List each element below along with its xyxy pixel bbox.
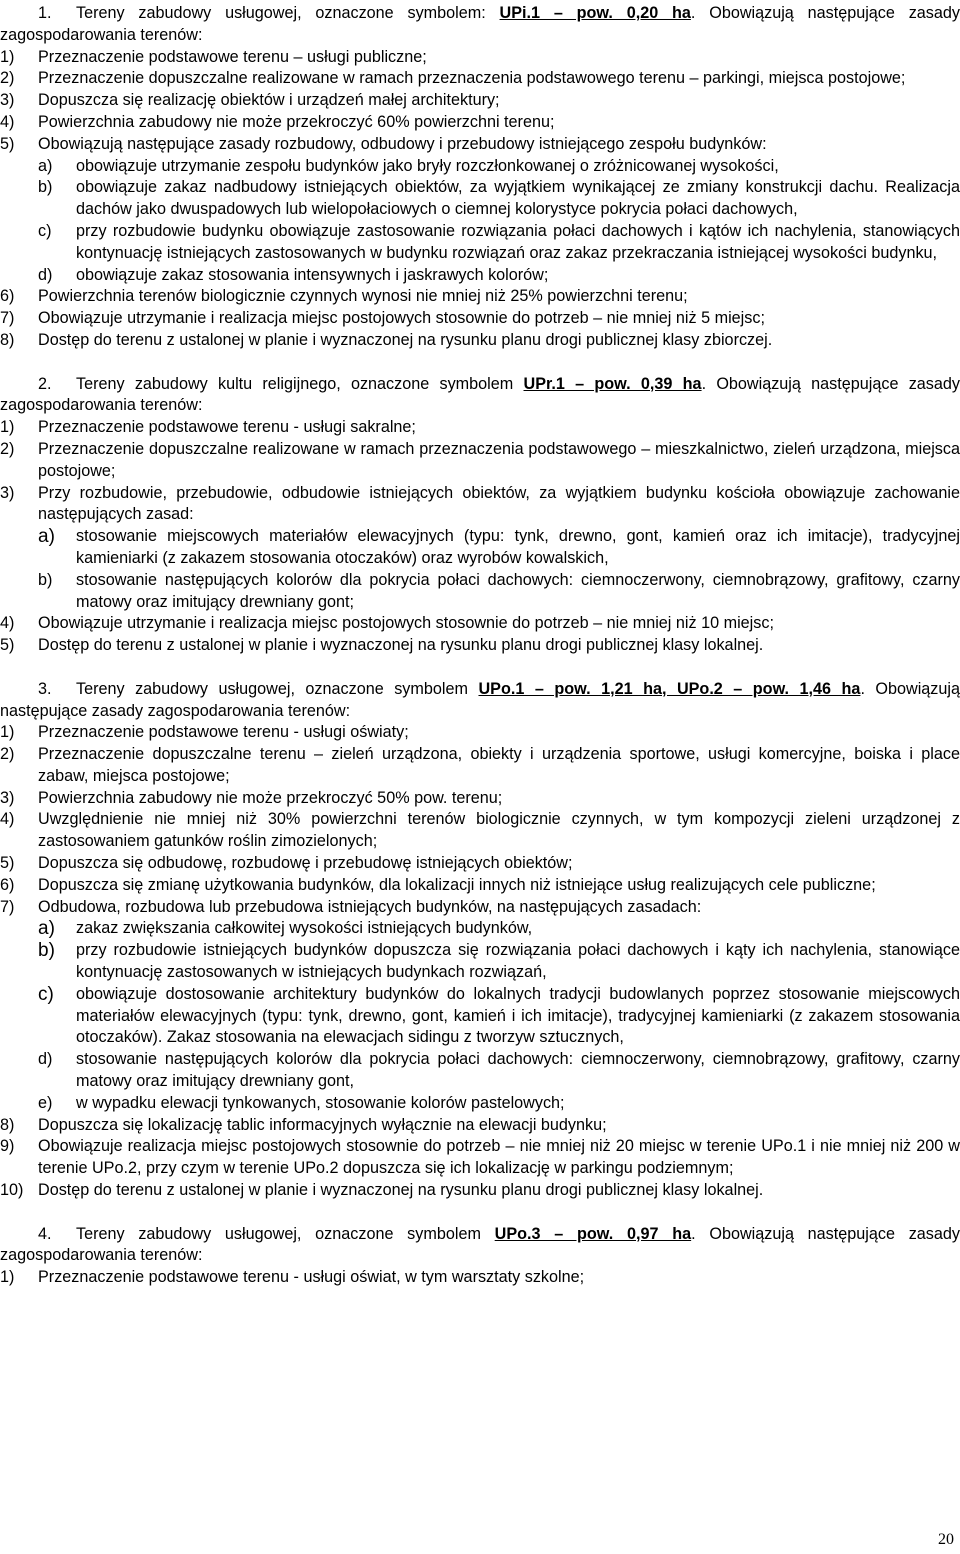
area-symbol: UPo.1 – pow. 1,21 ha, UPo.2 – pow. 1,46 ha bbox=[478, 679, 861, 698]
section-heading-tail: . Obowiązują następujące zasady zagospodarowania terenów: bbox=[0, 374, 960, 415]
list-item-number: 5) bbox=[0, 636, 15, 655]
list-item bbox=[0, 483, 960, 527]
list-item-number: 5) bbox=[0, 854, 15, 873]
sub-list-item-letter: c) bbox=[38, 221, 52, 240]
list-item-number: 1) bbox=[0, 1268, 15, 1287]
section-heading-tail: . Obowiązują następujące zasady zagospodarowania terenów: bbox=[0, 1224, 960, 1265]
list-item bbox=[0, 1267, 960, 1289]
list-item bbox=[0, 1136, 960, 1180]
section-heading bbox=[0, 679, 960, 723]
list-item-text: Obowiązuje realizacja miejsc postojowych stosownie do potrzeb – nie mniej niż 20 miejsc w terenie UPo.1 i nie mniej niż 200 w terenie UPo.2, przy czym w terenie UPo.2 dopuszcza się ich lokalizację w parkingu podziemnym; bbox=[38, 1137, 960, 1178]
sub-list-item bbox=[0, 984, 960, 1049]
sub-list-item bbox=[0, 221, 960, 265]
list-item-text: Przeznaczenie podstawowe terenu – usługi publiczne; bbox=[38, 47, 427, 66]
sub-list-item-letter: a) bbox=[38, 526, 55, 548]
list-item-text: Przeznaczenie podstawowe terenu - usługi oświaty; bbox=[38, 723, 409, 742]
list-item-number: 2) bbox=[0, 439, 15, 458]
section-spacer bbox=[0, 657, 960, 679]
list-item-number: 4) bbox=[0, 112, 15, 131]
list-item-number: 1) bbox=[0, 723, 15, 742]
list-item-text: Dostęp do terenu z ustalonej w planie i wyznaczonej na rysunku planu drogi publicznej klasy lokalnej. bbox=[38, 636, 764, 655]
sub-list-item-letter: a) bbox=[38, 156, 53, 175]
sub-list-item bbox=[0, 570, 960, 614]
list-item-number: 3) bbox=[0, 483, 15, 502]
list-item-text: Dostęp do terenu z ustalonej w planie i wyznaczonej na rysunku planu drogi publicznej klasy zbiorczej. bbox=[38, 330, 773, 349]
section-number: 1. bbox=[38, 4, 52, 22]
list-item-text: Powierzchnia terenów biologicznie czynnych wynosi nie mniej niż 25% powierzchni terenu; bbox=[38, 287, 688, 306]
section-3 bbox=[0, 679, 960, 1202]
sub-list-item bbox=[0, 940, 960, 984]
section-heading-text: Tereny zabudowy usługowej, oznaczone symbolem bbox=[76, 679, 479, 698]
list-item-number: 7) bbox=[0, 309, 15, 328]
list-item bbox=[0, 853, 960, 875]
sub-list-item-text: stosowanie następujących kolorów dla pokrycia połaci dachowych: ciemnoczerwony, ciemnobrązowy, grafitowy, czarny matowy oraz imitujący drewniany gont; bbox=[76, 570, 960, 611]
list-item bbox=[0, 308, 960, 330]
sub-list-item-letter: a) bbox=[38, 918, 55, 940]
list-item-text: Przeznaczenie dopuszczalne terenu – zieleń urządzona, obiekty i urządzenia sportowe, usługi komercyjne, boiska i place zabaw, miejsca postojowe; bbox=[38, 745, 960, 785]
list-item-text: Przeznaczenie podstawowe terenu - usługi oświat, w tym warsztaty szkolne; bbox=[38, 1268, 585, 1287]
list-item bbox=[0, 722, 960, 744]
list-item bbox=[0, 47, 960, 69]
list-item-number: 3) bbox=[0, 91, 15, 110]
list-item bbox=[0, 1180, 960, 1202]
list-item bbox=[0, 330, 960, 352]
section-heading-text: Tereny zabudowy kultu religijnego, oznaczone symbolem bbox=[76, 374, 524, 393]
list-item bbox=[0, 90, 960, 112]
list-item-text: Przeznaczenie podstawowe terenu - usługi sakralne; bbox=[38, 418, 416, 437]
sub-list-item-text: obowiązuje zakaz stosowania intensywnych i jaskrawych kolorów; bbox=[76, 265, 549, 284]
list-item-text: Przy rozbudowie, przebudowie, odbudowie istniejących obiektów, za wyjątkiem budynku kościoła obowiązuje zachowanie następujących zasad: bbox=[38, 483, 960, 524]
sub-list-item-text: stosowanie miejscowych materiałów elewacyjnych (typu: tynk, drewno, gont, kamień oraz ich imitacje), tradycyjnej kamieniarki (z zakazem stosowania otoczaków) oraz wyrobów kowalskich, bbox=[76, 527, 960, 567]
list-item-number: 5) bbox=[0, 134, 15, 153]
list-item-text: Dostęp do terenu z ustalonej w planie i wyznaczonej na rysunku planu drogi publicznej klasy lokalnej. bbox=[38, 1181, 764, 1200]
section-spacer bbox=[0, 352, 960, 374]
section-1 bbox=[0, 3, 960, 352]
sub-list-item-letter: d) bbox=[38, 1050, 53, 1069]
list-item-number: 8) bbox=[0, 1115, 15, 1134]
list-item-text: Dopuszcza się zmianę użytkowania budynków, dla lokalizacji innych niż istniejące usług realizujących cele publiczne; bbox=[38, 875, 876, 894]
section-heading-text: Tereny zabudowy usługowej, oznaczone symbolem bbox=[76, 1224, 495, 1243]
section-heading bbox=[0, 3, 960, 47]
list-item-number: 9) bbox=[0, 1137, 15, 1156]
section-number: 2. bbox=[38, 374, 52, 393]
list-item bbox=[0, 286, 960, 308]
section-2 bbox=[0, 374, 960, 657]
section-spacer bbox=[0, 1202, 960, 1224]
sub-list-item-text: obowiązuje zakaz nadbudowy istniejących obiektów, za wyjątkiem wynikającej ze zmiany konstrukcji dachu. Realizacja dachów jako dwuspadowych lub wielopołaciowych o ciemnej kolorystyce pokrycia połaci dachowych, bbox=[76, 178, 960, 219]
sub-list-item bbox=[0, 156, 960, 178]
sub-list-item-text: obowiązuje dostosowanie architektury budynków do lokalnych tradycji budowlanych poprzez stosowanie miejscowych materiałów elewacyjnych (typu: tynk, drewno, gont, kamień i ich imitacje), tradycyjnej kamieniarki (z zakazem stosowania otoczaków). Zakaz stosowania na elewacjach sidingu z tworzyw sztucznych, bbox=[76, 984, 960, 1047]
section-heading-tail: . Obowiązują następujące zasady zagospodarowania terenów: bbox=[0, 679, 960, 720]
section-heading-tail: . Obowiązują następujące zasady zagospodarowania terenów: bbox=[0, 4, 960, 44]
list-item-number: 4) bbox=[0, 810, 15, 829]
list-item-text: Powierzchnia zabudowy nie może przekroczyć 50% pow. terenu; bbox=[38, 788, 503, 807]
list-item bbox=[0, 897, 960, 919]
list-item-number: 1) bbox=[0, 47, 15, 66]
sub-list-item-text: w wypadku elewacji tynkowanych, stosowanie kolorów pastelowych; bbox=[76, 1093, 565, 1112]
list-item bbox=[0, 635, 960, 657]
list-item-text: Dopuszcza się odbudowę, rozbudowę i przebudowę istniejących obiektów; bbox=[38, 854, 573, 873]
list-item bbox=[0, 875, 960, 897]
list-item bbox=[0, 788, 960, 810]
sub-list-item-letter: b) bbox=[38, 940, 55, 962]
list-item-number: 2) bbox=[0, 745, 15, 764]
sub-list-item-text: zakaz zwiększania całkowitej wysokości istniejących budynków, bbox=[76, 919, 533, 938]
list-item-number: 2) bbox=[0, 69, 15, 88]
sub-list-item-letter: e) bbox=[38, 1093, 53, 1112]
list-item bbox=[0, 134, 960, 156]
list-item-number: 10) bbox=[0, 1181, 24, 1200]
sub-list-item bbox=[0, 526, 960, 570]
section-heading-text: Tereny zabudowy usługowej, oznaczone symbolem: bbox=[76, 4, 500, 22]
list-item-number: 7) bbox=[0, 897, 15, 916]
section-number: 3. bbox=[38, 679, 52, 698]
sub-list-item bbox=[0, 177, 960, 221]
list-item bbox=[0, 439, 960, 483]
area-symbol: UPr.1 – pow. 0,39 ha bbox=[523, 374, 702, 393]
sub-list-item-text: stosowanie następujących kolorów dla pokrycia połaci dachowych: ciemnoczerwony, ciemnobrązowy, grafitowy, czarny matowy oraz imitujący drewniany gont, bbox=[76, 1050, 960, 1091]
list-item-text: Powierzchnia zabudowy nie może przekroczyć 60% powierzchni terenu; bbox=[38, 112, 555, 131]
list-item-number: 4) bbox=[0, 614, 15, 633]
list-item-text: Obowiązuje utrzymanie i realizacja miejsc postojowych stosownie do potrzeb – nie mniej niż 10 miejsc; bbox=[38, 614, 774, 633]
list-item-text: Dopuszcza się realizację obiektów i urządzeń małej architektury; bbox=[38, 91, 500, 110]
list-item bbox=[0, 744, 960, 788]
sub-list-item bbox=[0, 265, 960, 287]
section-4 bbox=[0, 1224, 960, 1289]
list-item bbox=[0, 112, 960, 134]
sub-list-item bbox=[0, 1049, 960, 1093]
document-page bbox=[0, 3, 960, 1289]
list-item-number: 6) bbox=[0, 287, 15, 306]
list-item bbox=[0, 68, 960, 90]
list-item-text: Obowiązuje utrzymanie i realizacja miejsc postojowych stosownie do potrzeb – nie mniej niż 5 miejsc; bbox=[38, 309, 765, 328]
sub-list-item bbox=[0, 1093, 960, 1115]
list-item bbox=[0, 613, 960, 635]
sub-list-item-letter: c) bbox=[38, 983, 54, 1005]
section-heading bbox=[0, 374, 960, 418]
area-symbol: UPi.1 – pow. 0,20 ha bbox=[499, 4, 691, 22]
list-item-number: 3) bbox=[0, 788, 15, 807]
area-symbol: UPo.3 – pow. 0,97 ha bbox=[494, 1224, 692, 1243]
list-item bbox=[0, 417, 960, 439]
list-item-number: 6) bbox=[0, 875, 15, 894]
list-item-number: 1) bbox=[0, 418, 15, 437]
list-item-text: Uwzględnienie nie mniej niż 30% powierzchni terenów biologicznie czynnych, w tym kompozycji zieleni urządzonej z zastosowaniem gatunków roślin zimozielonych; bbox=[38, 810, 960, 851]
sub-list-item-letter: b) bbox=[38, 570, 53, 589]
sub-list-item-text: przy rozbudowie budynku obowiązuje zastosowanie rozwiązania połaci dachowych i kątów ich nachylenia, stanowiących kontynuację istniejących zastosowanych w budynku rozwiązań oraz zakaz przekraczania istniejącej wysokości budynku, bbox=[76, 221, 960, 262]
list-item-text: Dopuszcza się lokalizację tablic informacyjnych wyłącznie na elewacji budynku; bbox=[38, 1115, 607, 1134]
list-item bbox=[0, 809, 960, 853]
section-heading bbox=[0, 1224, 960, 1268]
page-number: 20 bbox=[938, 1531, 954, 1548]
section-number: 4. bbox=[38, 1224, 52, 1243]
sub-list-item-text: przy rozbudowie istniejących budynków dopuszcza się rozwiązania połaci dachowych i kąty ich nachylenia, stanowiące kontynuację zastosowanych w istniejących budynkach rozwiązań, bbox=[76, 941, 960, 982]
list-item-number: 8) bbox=[0, 330, 15, 349]
sub-list-item-letter: b) bbox=[38, 178, 53, 197]
list-item-text: Przeznaczenie dopuszczalne realizowane w ramach przeznaczenia podstawowego – mieszkalnictwo, zieleń urządzona, miejsca postojowe; bbox=[38, 439, 960, 480]
list-item-text: Odbudowa, rozbudowa lub przebudowa istniejących budynków, na następujących zasadach: bbox=[38, 897, 702, 916]
sub-list-item-text: obowiązuje utrzymanie zespołu budynków jako bryły rozczłonkowanej o zróżnicowanej wysokości, bbox=[76, 156, 779, 175]
sub-list-item bbox=[0, 918, 960, 940]
list-item bbox=[0, 1115, 960, 1137]
list-item-text: Obowiązują następujące zasady rozbudowy, odbudowy i przebudowy istniejącego zespołu budynków: bbox=[38, 134, 767, 153]
list-item-text: Przeznaczenie dopuszczalne realizowane w ramach przeznaczenia podstawowego terenu – parkingi, miejsca postojowe; bbox=[38, 69, 906, 88]
sub-list-item-letter: d) bbox=[38, 265, 53, 284]
